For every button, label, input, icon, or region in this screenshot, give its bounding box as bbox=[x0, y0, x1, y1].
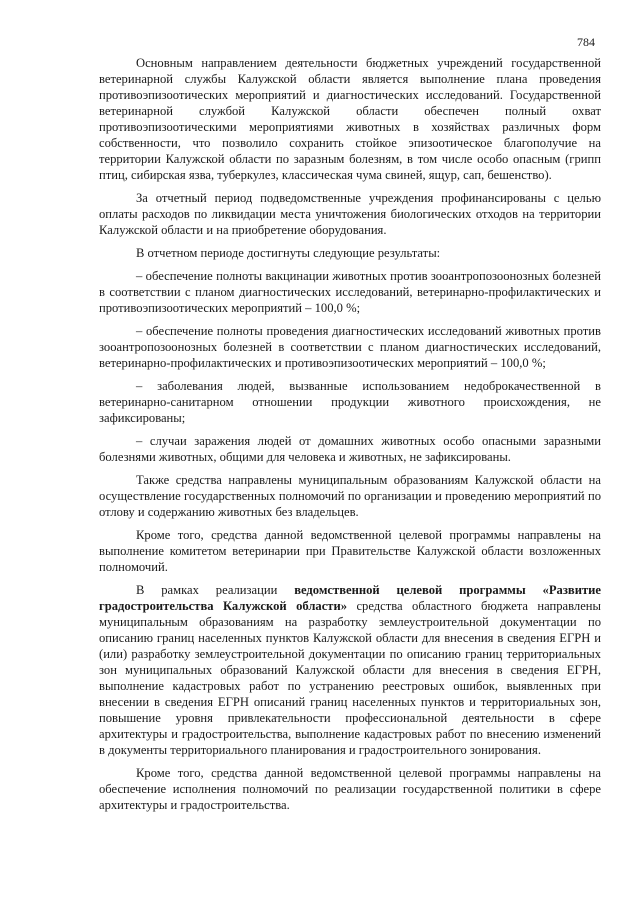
result-item-vaccination: – обеспечение полноты вакцинации животных против зооантропозоонозных болезней в соответствии с планом диагностических исследований, ветеринарно-профилактических и противоэпизоотических мероприятий – 100,0 %; bbox=[99, 269, 601, 315]
paragraph-financing: За отчетный период подведомственные учреждения профинансированы с целью оплаты расходов по ликвидации места уничтожения биологических отходов на территории Калужской области и на приобретение оборудования. bbox=[99, 191, 601, 237]
paragraph-architecture-policy: Кроме того, средства данной ведомственной целевой программы направлены на обеспечение исполнения полномочий по реализации государственной политики в сфере архитектуры и градостроительства. bbox=[99, 766, 601, 812]
program-prefix: В рамках реализации bbox=[136, 583, 295, 597]
result-item-diagnostics: – обеспечение полноты проведения диагностических исследований животных против зооантропозоонозных болезней в соответствии с планом диагностических исследований, ветеринарно-профилактических и противоэпизоотических мероприятий – 100,0 %; bbox=[99, 324, 601, 370]
paragraph-results-intro: В отчетном периоде достигнуты следующие результаты: bbox=[136, 246, 441, 260]
paragraph-veterinary-service: Основным направлением деятельности бюджетных учреждений государственной ветеринарной службы Калужской области является выполнение плана проведения противоэпизоотических мероприятий и диагностических исследований. Государственной ветеринарной службой Калужской области обеспечен полный охват противоэпизоотическими мероприятиями животных в хозяйствах различных форм собственности, что позволило сохранить стойкое эпизоотическое благополучие на территории Калужской области по заразным болезням, в том числе особо опасным (грипп птиц, сибирская язва, туберкулез, классическая чума свиней, ящур, сап, бешенство). bbox=[99, 56, 601, 182]
document-body bbox=[99, 55, 601, 813]
paragraph-urban-development-program bbox=[99, 582, 601, 758]
page-number: 784 bbox=[577, 35, 595, 49]
program-name: ведомственной целевой программы «Развитие градостроительства Калужской области» bbox=[99, 583, 601, 613]
program-suffix: средства областного бюджета направлены муниципальным образованиям на разработку землеустроительной документации по описанию границ населенных пунктов Калужской области для внесения в сведения ЕГРН и (или) разработку землеустроительной документации по описанию границ территориальных зон муниципальных образований Калужской области для внесения в сведения ЕГРН, выполнение кадастровых работ по устранению реестровых ошибок, выявленных при внесении в сведения ЕГРН описаний границ населенных пунктов и территориальных зон, повышение уровня привлекательности профессиональной деятельности в сфере архитектуры и градостроительства, выполнение кадастровых работ по внесению изменений в документы территориального планирования и градостроительного зонирования. bbox=[99, 599, 601, 757]
result-item-human-diseases: – заболевания людей, вызванные использованием недоброкачественной в ветеринарно-санитарном отношении продукции животного происхождения, не зафиксированы; bbox=[99, 379, 601, 425]
result-item-infection-cases: – случаи заражения людей от домашних животных особо опасными заразными болезнями животных, общими для человека и животных, не зафиксированы. bbox=[99, 434, 601, 464]
paragraph-municipal-funding: Также средства направлены муниципальным образованиям Калужской области на осуществление государственных полномочий по организации и проведению мероприятий по отлову и содержанию животных без владельцев. bbox=[99, 473, 601, 519]
paragraph-committee-powers: Кроме того, средства данной ведомственной целевой программы направлены на выполнение комитетом ветеринарии при Правительстве Калужской области возложенных полномочий. bbox=[99, 528, 601, 574]
